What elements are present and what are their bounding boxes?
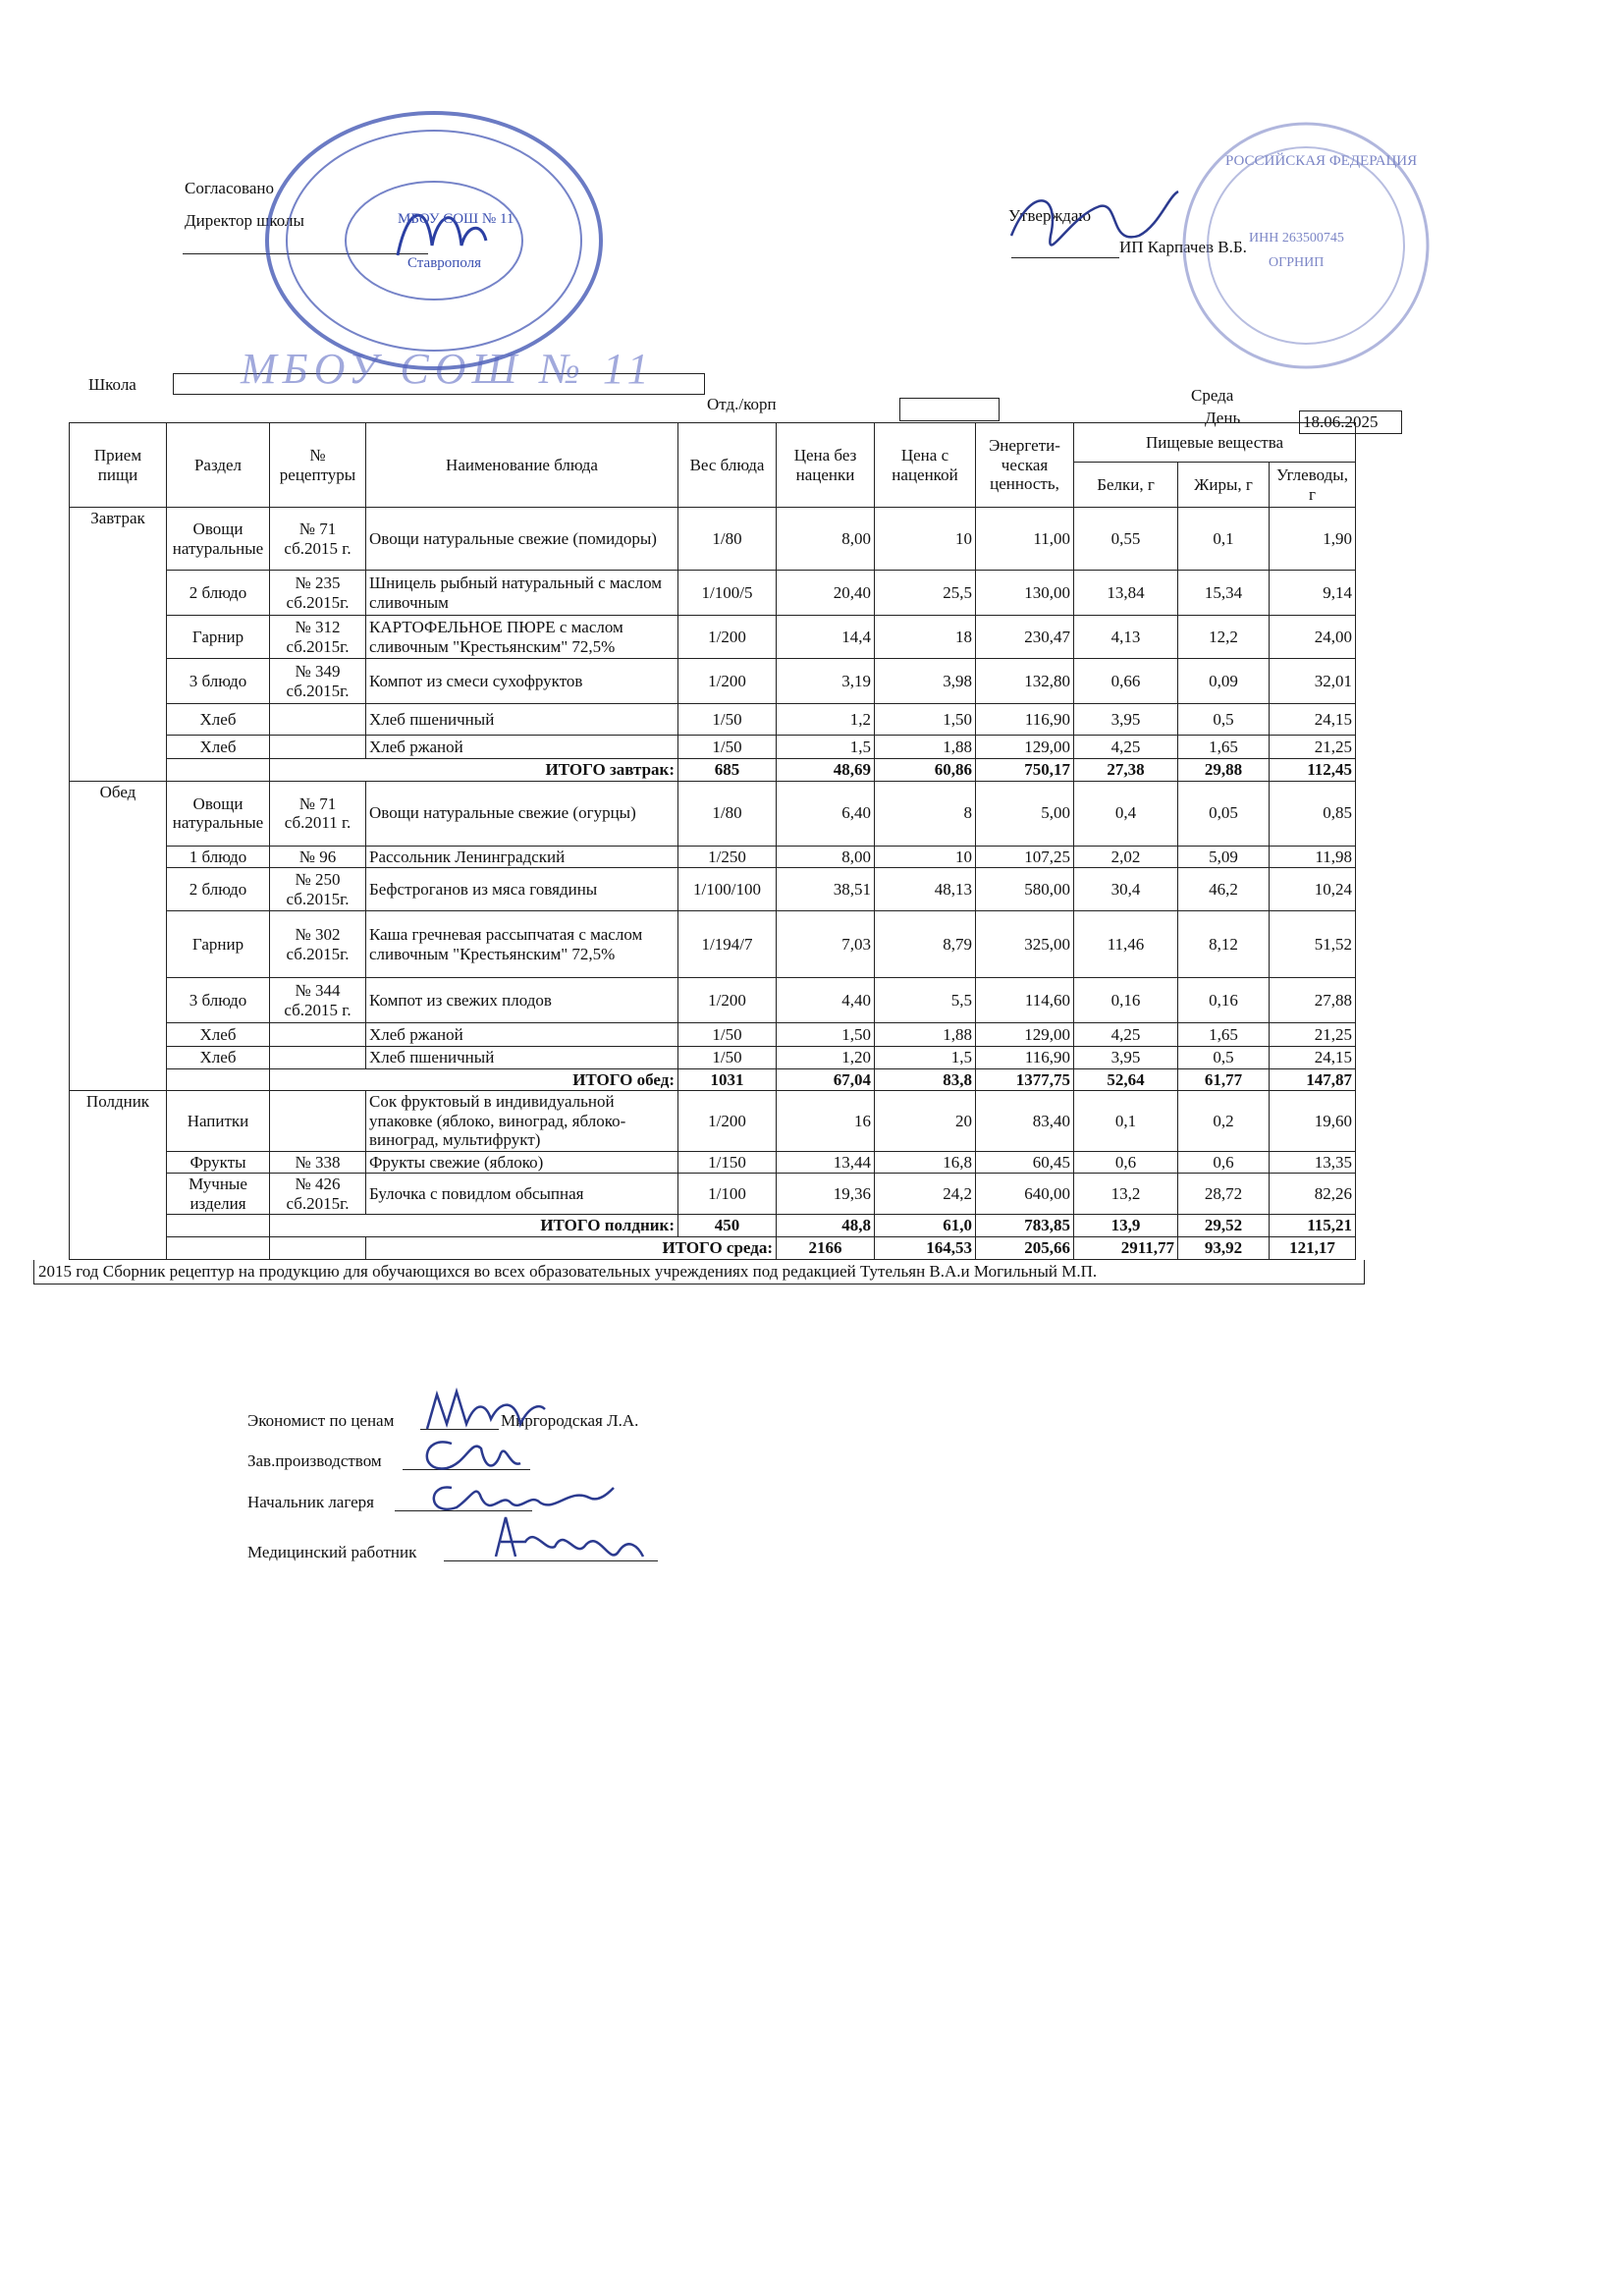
price-markup-cell: 20: [875, 1091, 976, 1152]
protein-cell: 27,38: [1074, 759, 1178, 782]
dish-cell: КАРТОФЕЛЬНОЕ ПЮРЕ с маслом сливочным "Крестьянским" 72,5%: [366, 616, 678, 659]
protein-cell: 0,55: [1074, 508, 1178, 571]
recipe-cell: № 96: [270, 846, 366, 868]
table-row: [70, 659, 1356, 704]
energy-cell: 783,85: [976, 1215, 1074, 1237]
price-no-markup-cell: 13,44: [777, 1151, 875, 1174]
table-row: [70, 1047, 1356, 1069]
director-label: Директор школы: [185, 211, 304, 230]
fat-cell: 8,12: [1178, 911, 1270, 978]
recipe-cell: № 71 сб.2015 г.: [270, 508, 366, 571]
school-stamp-text: МБОУ СОШ № 11: [398, 211, 514, 227]
protein-cell: 13,2: [1074, 1174, 1178, 1215]
price-markup-cell: 18: [875, 616, 976, 659]
weight-cell: 1/100: [678, 1174, 777, 1215]
protein-cell: 4,25: [1074, 736, 1178, 759]
weight-cell: 1/200: [678, 978, 777, 1023]
carbs-cell: 82,26: [1270, 1174, 1356, 1215]
carbs-cell: 19,60: [1270, 1091, 1356, 1152]
recipe-cell: № 302 сб.2015г.: [270, 911, 366, 978]
protein-cell: 13,9: [1074, 1215, 1178, 1237]
recipe-cell: № 426 сб.2015г.: [270, 1174, 366, 1215]
carbs-cell: 21,25: [1270, 736, 1356, 759]
date-field: 18.06.2025: [1299, 410, 1402, 434]
protein-cell: 4,13: [1074, 616, 1178, 659]
weight-cell: 2166: [777, 1237, 875, 1260]
price-no-markup-cell: 3,19: [777, 659, 875, 704]
section-cell: Овощи натуральные: [167, 781, 270, 846]
ip-stamp-ogrn: ОГРНИП: [1269, 255, 1325, 270]
school-stamp-sub: Ставрополя: [407, 255, 481, 271]
blank-cell: [167, 1215, 270, 1237]
header-dish: Наименование блюда: [366, 423, 678, 508]
section-cell: 3 блюдо: [167, 659, 270, 704]
approved-label: Согласовано: [185, 179, 274, 197]
price-no-markup-cell: 4,40: [777, 978, 875, 1023]
fat-cell: 1,65: [1178, 1023, 1270, 1047]
energy-cell: 129,00: [976, 736, 1074, 759]
header-meal: Прием пищи: [70, 423, 167, 508]
recipe-cell: [270, 1091, 366, 1152]
weight-cell: 450: [678, 1215, 777, 1237]
price-no-markup-cell: 48,69: [777, 759, 875, 782]
weight-cell: 685: [678, 759, 777, 782]
carbs-cell: 24,15: [1270, 1047, 1356, 1069]
section-cell: Овощи натуральные: [167, 508, 270, 571]
dish-cell: Рассольник Ленинградский: [366, 846, 678, 868]
protein-cell: 30,4: [1074, 868, 1178, 911]
dish-cell: Хлеб пшеничный: [366, 704, 678, 736]
protein-cell: 0,66: [1074, 659, 1178, 704]
table-row: [70, 736, 1356, 759]
weight-cell: 1/50: [678, 736, 777, 759]
header-price-no-markup: Цена без наценки: [777, 423, 875, 508]
fat-cell: 0,05: [1178, 781, 1270, 846]
price-markup-cell: 60,86: [875, 759, 976, 782]
price-markup-cell: 8: [875, 781, 976, 846]
weight-cell: 1/50: [678, 704, 777, 736]
protein-cell: 11,46: [1074, 911, 1178, 978]
fat-cell: 0,1: [1178, 508, 1270, 571]
section-cell: 2 блюдо: [167, 571, 270, 616]
fat-cell: 1,65: [1178, 736, 1270, 759]
fat-cell: 29,88: [1178, 759, 1270, 782]
price-no-markup-cell: 16: [777, 1091, 875, 1152]
price-no-markup-cell: 48,8: [777, 1215, 875, 1237]
ip-stamp: [1178, 118, 1434, 373]
section-cell: Фрукты: [167, 1151, 270, 1174]
price-markup-cell: 61,0: [875, 1215, 976, 1237]
energy-cell: 5,00: [976, 781, 1074, 846]
table-row: [70, 1151, 1356, 1174]
protein-cell: 2,02: [1074, 846, 1178, 868]
header-fat: Жиры, г: [1178, 463, 1270, 508]
section-cell: Мучные изделия: [167, 1174, 270, 1215]
carbs-cell: 11,98: [1270, 846, 1356, 868]
price-markup-cell: 25,5: [875, 571, 976, 616]
carbs-cell: 1,90: [1270, 508, 1356, 571]
protein-cell: 3,95: [1074, 704, 1178, 736]
price-no-markup-cell: 20,40: [777, 571, 875, 616]
table-row: [70, 1091, 1356, 1152]
price-no-markup-cell: 14,4: [777, 616, 875, 659]
fat-cell: 29,52: [1178, 1215, 1270, 1237]
section-cell: Хлеб: [167, 704, 270, 736]
energy-cell: 83,40: [976, 1091, 1074, 1152]
table-row: [70, 759, 1356, 782]
price-markup-cell: 5,5: [875, 978, 976, 1023]
carbs-cell: 21,25: [1270, 1023, 1356, 1047]
price-markup-cell: 83,8: [875, 1068, 976, 1091]
department-label: Отд./корп: [707, 395, 777, 413]
protein-cell: 3,95: [1074, 1047, 1178, 1069]
production-label: Зав.производством: [247, 1451, 382, 1470]
total-label: ИТОГО среда:: [366, 1237, 777, 1260]
price-markup-cell: 1,50: [875, 704, 976, 736]
price-no-markup-cell: 8,00: [777, 508, 875, 571]
protein-cell: 0,1: [1074, 1091, 1178, 1152]
header-weight: Вес блюда: [678, 423, 777, 508]
weight-cell: 1/100/5: [678, 571, 777, 616]
dish-cell: Компот из смеси сухофруктов: [366, 659, 678, 704]
fat-cell: 0,6: [1178, 1151, 1270, 1174]
fat-cell: 0,16: [1178, 978, 1270, 1023]
price-markup-cell: 10: [875, 508, 976, 571]
fat-cell: 0,09: [1178, 659, 1270, 704]
recipe-cell: № 338: [270, 1151, 366, 1174]
section-cell: 1 блюдо: [167, 846, 270, 868]
menu-body: [70, 508, 1356, 1260]
energy-cell: 2911,77: [1074, 1237, 1178, 1260]
energy-cell: 114,60: [976, 978, 1074, 1023]
energy-cell: 230,47: [976, 616, 1074, 659]
weight-cell: 1/200: [678, 616, 777, 659]
total-label: ИТОГО полдник:: [270, 1215, 678, 1237]
meal-cell: Завтрак: [70, 508, 167, 782]
header-section: Раздел: [167, 423, 270, 508]
dish-cell: Хлеб ржаной: [366, 1023, 678, 1047]
dish-cell: Хлеб ржаной: [366, 736, 678, 759]
table-row: [70, 978, 1356, 1023]
blank-cell: [270, 1237, 366, 1260]
weight-cell: 1/80: [678, 781, 777, 846]
section-cell: Напитки: [167, 1091, 270, 1152]
header-carbs: Углеводы, г: [1270, 463, 1356, 508]
weight-cell: 1/100/100: [678, 868, 777, 911]
table-row: [70, 1215, 1356, 1237]
price-markup-cell: 24,2: [875, 1174, 976, 1215]
energy-cell: 129,00: [976, 1023, 1074, 1047]
table-row: [70, 868, 1356, 911]
price-markup-cell: 48,13: [875, 868, 976, 911]
dish-cell: Овощи натуральные свежие (огурцы): [366, 781, 678, 846]
approver-signature: [992, 177, 1188, 290]
meal-cell: Полдник: [70, 1091, 167, 1259]
school-stamp: [260, 108, 609, 373]
energy-cell: 107,25: [976, 846, 1074, 868]
blank-cell: [167, 1068, 270, 1091]
fat-cell: 12,2: [1178, 616, 1270, 659]
table-row: [70, 781, 1356, 846]
fat-cell: 0,5: [1178, 1047, 1270, 1069]
weight-cell: 1/250: [678, 846, 777, 868]
carbs-cell: 51,52: [1270, 911, 1356, 978]
dish-cell: Булочка с повидлом обсыпная: [366, 1174, 678, 1215]
energy-cell: 640,00: [976, 1174, 1074, 1215]
blank-cell: [167, 1237, 270, 1260]
header-protein: Белки, г: [1074, 463, 1178, 508]
dish-cell: Хлеб пшеничный: [366, 1047, 678, 1069]
carbs-cell: 10,24: [1270, 868, 1356, 911]
meal-cell: Обед: [70, 781, 167, 1091]
recipe-source-footnote: 2015 год Сборник рецептур на продукцию для обучающихся во всех образовательных учреждениях под редакцией Тутельян В.А.и Могильный М.П.: [33, 1260, 1365, 1285]
fat-cell: 15,34: [1178, 571, 1270, 616]
table-row: [70, 846, 1356, 868]
energy-cell: 116,90: [976, 1047, 1074, 1069]
fat-cell: 5,09: [1178, 846, 1270, 868]
dish-cell: Сок фруктовый в индивидуальной упаковке (яблоко, виноград, яблоко-виноград, мультифрукт): [366, 1091, 678, 1152]
carbs-cell: 147,87: [1270, 1068, 1356, 1091]
price-no-markup-cell: 1,20: [777, 1047, 875, 1069]
price-no-markup-cell: 1,5: [777, 736, 875, 759]
approve-label: Утверждаю: [1008, 206, 1092, 225]
price-markup-cell: 3,98: [875, 659, 976, 704]
table-row: [70, 508, 1356, 571]
fat-cell: 61,77: [1178, 1068, 1270, 1091]
economist-name: Миргородская Л.А.: [501, 1411, 639, 1430]
medic-signature: [481, 1507, 648, 1581]
recipe-cell: № 235 сб.2015г.: [270, 571, 366, 616]
price-markup-cell: 1,88: [875, 736, 976, 759]
protein-cell: 0,16: [1074, 978, 1178, 1023]
table-row: [70, 1174, 1356, 1215]
approver-name: ИП Карпачев В.Б.: [1119, 238, 1247, 256]
fat-cell: 0,5: [1178, 704, 1270, 736]
price-markup-cell: 8,79: [875, 911, 976, 978]
blank-cell: [167, 759, 270, 782]
protein-cell: 0,4: [1074, 781, 1178, 846]
protein-cell: 4,25: [1074, 1023, 1178, 1047]
total-label: ИТОГО обед:: [270, 1068, 678, 1091]
weight-cell: 1/80: [678, 508, 777, 571]
protein-cell: 52,64: [1074, 1068, 1178, 1091]
dish-cell: Фрукты свежие (яблоко): [366, 1151, 678, 1174]
price-markup-cell: 10: [875, 846, 976, 868]
fat-cell: 28,72: [1178, 1174, 1270, 1215]
day-label: День: [1205, 409, 1241, 427]
carbs-cell: 32,01: [1270, 659, 1356, 704]
recipe-cell: № 344 сб.2015 г.: [270, 978, 366, 1023]
camp-head-label: Начальник лагеря: [247, 1493, 374, 1511]
section-cell: Гарнир: [167, 616, 270, 659]
dish-cell: Овощи натуральные свежие (помидоры): [366, 508, 678, 571]
recipe-cell: № 349 сб.2015г.: [270, 659, 366, 704]
energy-cell: 325,00: [976, 911, 1074, 978]
carbs-cell: 13,35: [1270, 1151, 1356, 1174]
carbs-cell: 27,88: [1270, 978, 1356, 1023]
fat-cell: 46,2: [1178, 868, 1270, 911]
price-no-markup-cell: 164,53: [875, 1237, 976, 1260]
medic-label: Медицинский работник: [247, 1543, 417, 1561]
recipe-cell: [270, 704, 366, 736]
department-field: [899, 398, 1000, 421]
price-markup-cell: 1,88: [875, 1023, 976, 1047]
ip-stamp-top: РОССИЙСКАЯ ФЕДЕРАЦИЯ: [1225, 153, 1418, 169]
recipe-cell: № 312 сб.2015г.: [270, 616, 366, 659]
protein-cell: 13,84: [1074, 571, 1178, 616]
carbs-cell: 24,00: [1270, 616, 1356, 659]
table-row: [70, 1068, 1356, 1091]
price-no-markup-cell: 6,40: [777, 781, 875, 846]
weight-cell: 1031: [678, 1068, 777, 1091]
recipe-cell: № 71 сб.2011 г.: [270, 781, 366, 846]
energy-cell: 132,80: [976, 659, 1074, 704]
price-markup-cell: 16,8: [875, 1151, 976, 1174]
price-no-markup-cell: 7,03: [777, 911, 875, 978]
ip-stamp-inn: ИНН 263500745: [1249, 231, 1344, 246]
header-price-markup: Цена с наценкой: [875, 423, 976, 508]
price-markup-cell: 205,66: [976, 1237, 1074, 1260]
protein-cell: 93,92: [1178, 1237, 1270, 1260]
school-stamp-graphic: [260, 108, 609, 373]
header-recipe: № рецептуры: [270, 423, 366, 508]
section-cell: Хлеб: [167, 1023, 270, 1047]
section-cell: 3 блюдо: [167, 978, 270, 1023]
weight-cell: 1/150: [678, 1151, 777, 1174]
economist-label: Экономист по ценам: [247, 1411, 395, 1430]
weight-cell: 1/50: [678, 1023, 777, 1047]
total-label: ИТОГО завтрак:: [270, 759, 678, 782]
carbs-cell: 0,85: [1270, 781, 1356, 846]
weight-cell: 1/200: [678, 1091, 777, 1152]
recipe-cell: № 250 сб.2015г.: [270, 868, 366, 911]
school-handwritten: МБОУ СОШ № 11: [241, 345, 655, 393]
price-no-markup-cell: 38,51: [777, 868, 875, 911]
energy-cell: 60,45: [976, 1151, 1074, 1174]
table-row: [70, 571, 1356, 616]
price-markup-cell: 1,5: [875, 1047, 976, 1069]
energy-cell: 580,00: [976, 868, 1074, 911]
energy-cell: 130,00: [976, 571, 1074, 616]
table-row: [70, 911, 1356, 978]
price-no-markup-cell: 19,36: [777, 1174, 875, 1215]
recipe-cell: [270, 736, 366, 759]
menu-table: [69, 422, 1356, 1260]
table-row: [70, 616, 1356, 659]
price-no-markup-cell: 8,00: [777, 846, 875, 868]
price-no-markup-cell: 1,2: [777, 704, 875, 736]
header-nutrients: Пищевые вещества: [1074, 423, 1356, 463]
section-cell: 2 блюдо: [167, 868, 270, 911]
protein-cell: 0,6: [1074, 1151, 1178, 1174]
dish-cell: Бефстроганов из мяса говядины: [366, 868, 678, 911]
energy-cell: 11,00: [976, 508, 1074, 571]
weight-cell: 1/200: [678, 659, 777, 704]
price-no-markup-cell: 67,04: [777, 1068, 875, 1091]
carbs-cell: 112,45: [1270, 759, 1356, 782]
table-row: [70, 704, 1356, 736]
energy-cell: 750,17: [976, 759, 1074, 782]
table-row: [70, 1237, 1356, 1260]
recipe-cell: [270, 1023, 366, 1047]
dish-cell: Каша гречневая рассыпчатая с маслом сливочным "Крестьянским" 72,5%: [366, 911, 678, 978]
dish-cell: Шницель рыбный натуральный с маслом сливочным: [366, 571, 678, 616]
school-label: Школа: [88, 375, 136, 394]
energy-cell: 1377,75: [976, 1068, 1074, 1091]
carbs-cell: 115,21: [1270, 1215, 1356, 1237]
fat-cell: 0,2: [1178, 1091, 1270, 1152]
price-no-markup-cell: 1,50: [777, 1023, 875, 1047]
weight-cell: 1/194/7: [678, 911, 777, 978]
weight-cell: 1/50: [678, 1047, 777, 1069]
fat-cell: 121,17: [1270, 1237, 1356, 1260]
table-row: [70, 1023, 1356, 1047]
section-cell: Хлеб: [167, 1047, 270, 1069]
carbs-cell: 9,14: [1270, 571, 1356, 616]
section-cell: Гарнир: [167, 911, 270, 978]
section-cell: Хлеб: [167, 736, 270, 759]
header-energy: Энергети-ческая ценность,: [976, 423, 1074, 508]
dish-cell: Компот из свежих плодов: [366, 978, 678, 1023]
carbs-cell: 24,15: [1270, 704, 1356, 736]
recipe-cell: [270, 1047, 366, 1069]
day-of-week: Среда: [1191, 386, 1234, 405]
energy-cell: 116,90: [976, 704, 1074, 736]
